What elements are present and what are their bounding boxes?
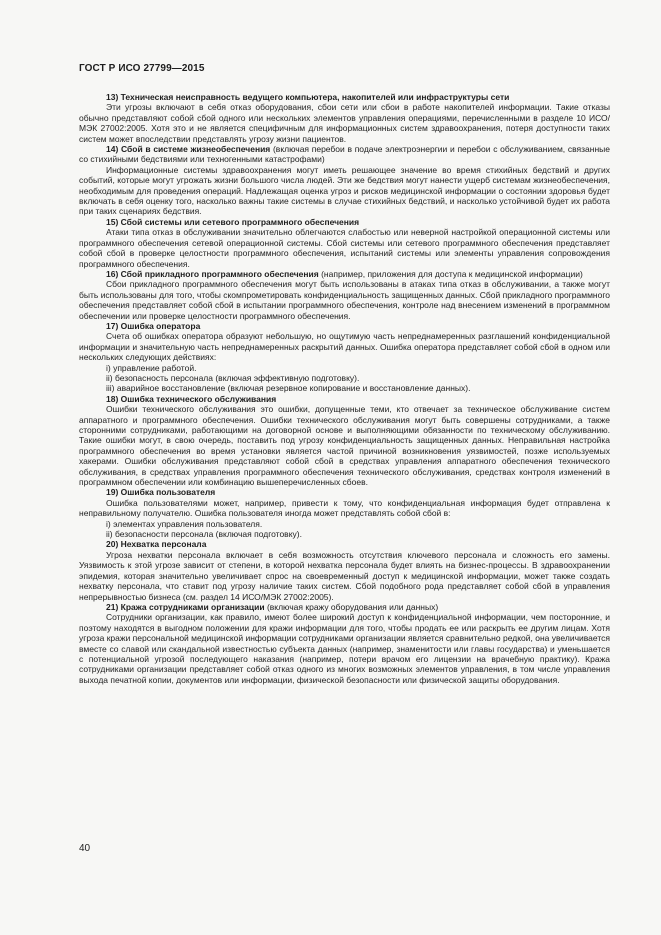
section-heading-title: 19) Ошибка пользователя [106,487,216,498]
section-heading [79,487,610,497]
section-heading [79,269,610,279]
document-header: ГОСТ Р ИСО 27799—2015 [79,63,205,74]
section-heading-title: 20) Нехватка персонала [106,539,207,550]
paragraph: Ошибки технического обслуживания это ошибки, допущенные теми, кто отвечает за техническое обслуживание систем аппаратного и программного обеспечения. Ошибки технического обслуживания могут быть совершены сотрудниками, а также сторонними сотрудниками, работающими на договорной основе и выполняющими обязанности по техническому обслуживанию. Такие ошибки могут, в свою очередь, поставить под угрозу конфиденциальность защищенных данных. Неправильная настройка программного обеспечения во время установки является частой причиной возникновения уязвимостей, позже используемых хакерами. Ошибки обслуживания представляют собой сбой в средствах управления аппаратного обеспечения технического обслуживания, в средствах управления программного обеспечения технического обслуживания, средствах контроля изменений в программном обеспечении или комбинацию вышеперечисленных сбоев. [79,404,610,488]
paragraph: Угроза нехватки персонала включает в себя возможность отсутствия ключевого персонала и сложность его замены. Уязвимость к этой угрозе зависит от степени, в которой нехватка персонала будет влиять на бизнес-процессы. В здравоохранении эпидемия, которая значительно увеличивает спрос на своевременный доступ к медицинской информации, может также создать нехватку персонала, что ставит под угрозу наличие таких систем. Сбой подобного рода представляет собой сбой в управления непрерывностью бизнеса (см. раздел 14 ИСО/МЭК 27002:2005). [79,549,610,602]
section-heading-title: 18) Ошибка технического обслуживания [106,393,277,404]
section-heading [79,144,610,165]
paragraph: Атаки типа отказ в обслуживании значительно облегчаются слабостью или неверной настройкой операционной системы или программного обеспечения сетевой операционной системы. Сбой системы или сетевого программного обеспечения представляет собой сбой в проверке целостности программного обеспечения, испытаний системы или элементы управления сопровождения программного обеспечения. [79,227,610,269]
section-heading [79,92,610,102]
paragraph: Сотрудники организации, как правило, имеют более широкий доступ к конфиденциальной информации, чем посторонние, и поэтому находятся в выгодном положении для кражи информации для того, чтобы продать ее или раскрыть ее другим лицам. Хотя угроза кражи персональной медицинской информации сотрудниками организации является сравнительно редкой, она увеличивается вместе со славой или скандальной известностью субъекта данных (например, знаменитости или главы государства) и уменьшается с потенциальной угрозой последующего наказания (например, потери врачом его лицензии на врачебную практику). Кража сотрудниками организации представляет собой отказ одного из многих возможных элементов управления, в том числе управления выхода печатной копии, документов или информации, физической безопасности или физической защиты оборудования. [79,612,610,685]
section-heading-note: (например, приложения для доступа к медицинской информации) [318,268,583,279]
document-body [79,92,610,685]
paragraph: Сбои прикладного программного обеспечения могут быть использованы в атаках типа отказ в обслуживании, а также могут быть использованы для того, чтобы скомпрометировать конфиденциальность защищенных данных. Сбой прикладного программного обеспечения представляет собой сбой в испытании программного обеспечения, контроле над внесением изменений в программном обеспечении или проверке целостности программного обеспечения. [79,279,610,321]
list-item: ii) безопасность персонала (включая эффективную подготовку). [106,372,360,383]
list-item: i) элементах управления пользователя. [106,518,263,529]
paragraph: Счета об ошибках оператора образуют небольшую, но ощутимую часть непреднамеренных разглашений конфиденциальной информации и значительную часть непреднамеренных раскрытий данных. Ошибка оператора представляет собой сбой в одном или нескольких следующих действиях: [79,331,610,363]
section-heading [79,394,610,404]
section-heading [79,321,610,331]
paragraph: Эти угрозы включают в себя отказ оборудования, сбои сети или сбои в работе накопителей информации. Такие отказы обычно представляют собой сбой одного или нескольких элементов управления операциями, перечисленными в разделе 10 ИСО/МЭК 27002:2005. Хотя это и не является специфичным для информационных систем здравоохранения, потеря доступности таких систем может впоследствии представлять угрозу жизни пациентов. [79,102,610,144]
section-heading-note: (включая перебои в подаче электроэнергии и перебои с обслуживанием, связанные со стихийными бедствиями или техногенными катастрофами) [79,144,610,165]
section-heading [79,217,610,227]
list-item: iii) аварийное восстановление (включая резервное копирование и восстановление данных). [106,383,471,394]
section-heading-title: 14) Сбой в системе жизнеобеспечения [106,144,271,155]
page-number: 40 [79,843,91,854]
section-heading-title: 16) Сбой прикладного программного обеспечения [106,268,319,279]
section-heading [79,539,610,549]
section-heading-note: (включая кражу оборудования или данных) [264,601,439,612]
section-heading [79,602,610,612]
section-heading-title: 17) Ошибка оператора [106,320,201,331]
paragraph: Ошибка пользователями может, например, привести к тому, что конфиденциальная информация будет отправлена к неправильному получателю. Ошибка пользователя иногда может представлять собой сбой в: [79,497,610,519]
section-heading-title: 13) Техническая неисправность ведущего компьютера, накопителей или инфраструктуры сети [106,92,510,102]
section-heading-title: 21) Кража сотрудниками организации [106,601,265,612]
list-item: ii) безопасности персонала (включая подготовку). [106,529,302,540]
section-heading-title: 15) Сбой системы или сетевого программного обеспечения [106,216,360,227]
list-item: i) управление работой. [106,362,197,373]
paragraph: Информационные системы здравоохранения могут иметь решающее значение во время стихийных бедствий и других событий, которые могут угрожать жизни большого числа людей. Эти же бедствия могут нанести ущерб системам жизнеобеспечения, необходимым для проведения операций. Надлежащая оценка угроз и рисков медицинской информации о состоянии здоровья будет включать в себя оценку того, насколько важны такие системы в случае стихийных бедствий, и насколько устойчивой будет их работа при таких сценариях бедствия. [79,164,610,217]
